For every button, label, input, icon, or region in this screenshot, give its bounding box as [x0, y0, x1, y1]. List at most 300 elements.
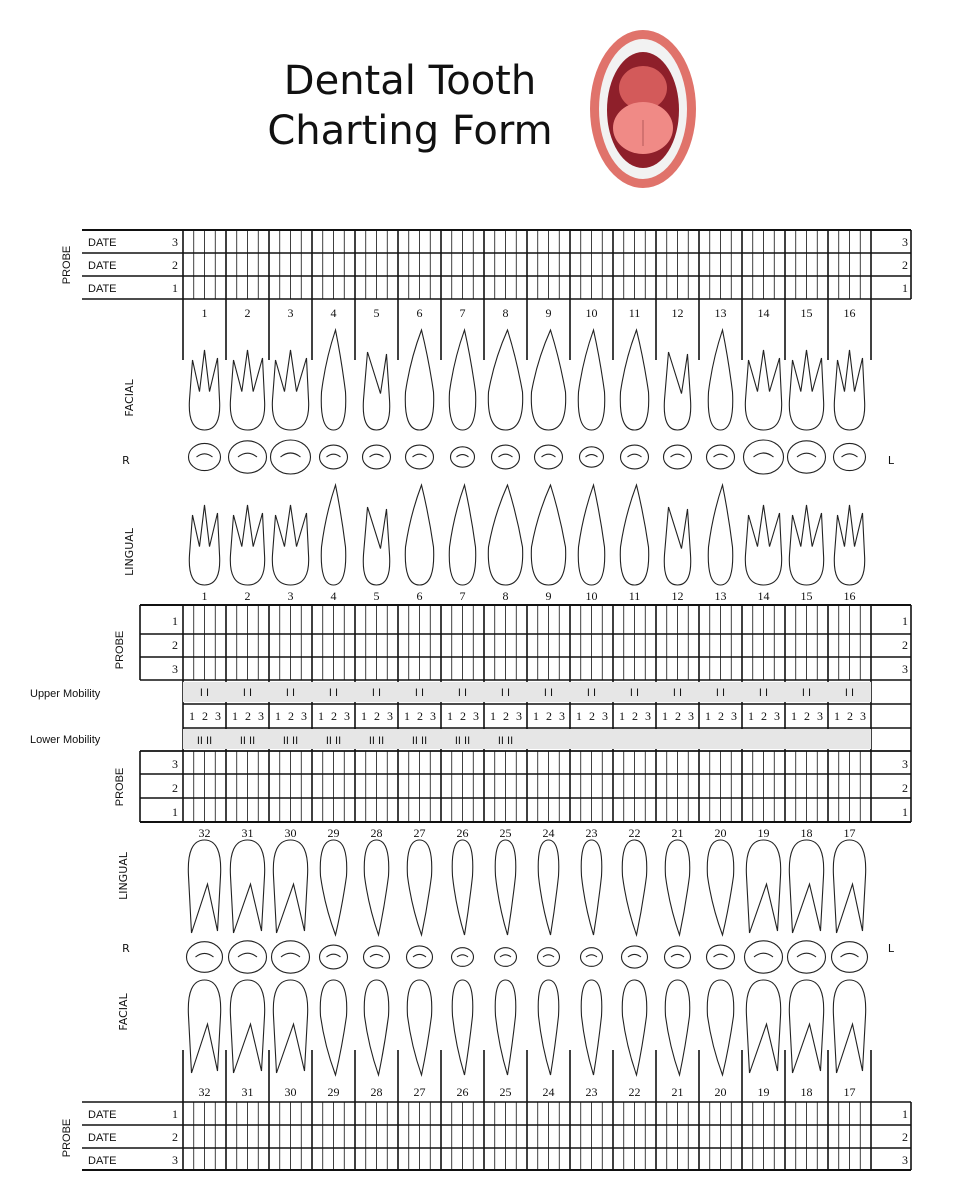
mobility-scale-number: 1 [619, 709, 625, 723]
tooth-occlusal-view [451, 447, 475, 467]
mobility-scale-number: 2 [804, 709, 810, 723]
lingual-label-lower: LINGUAL [117, 852, 130, 900]
lower-tooth-number: 27 [413, 826, 426, 840]
mobility-scale-number: 3 [559, 709, 565, 723]
tooth-occlusal-view [580, 447, 604, 467]
probe-row-number: 1 [172, 1107, 178, 1121]
tooth-occlusal-groove [500, 955, 511, 957]
date-label: DATE [88, 237, 117, 249]
tooth-occlusal-view [407, 946, 433, 968]
mobility-scale-number: 3 [645, 709, 651, 723]
tooth-outline [364, 840, 389, 935]
lower-tooth-number: 23 [585, 826, 598, 840]
probe-row-number: 2 [172, 781, 178, 795]
upper-tooth-number: 15 [800, 306, 813, 320]
tooth-outline [272, 350, 308, 430]
tooth-outline [407, 840, 432, 935]
lower-tooth-number-bottom: 17 [843, 1085, 856, 1099]
mobility-scale-number: 3 [688, 709, 694, 723]
tooth-occlusal-view [745, 941, 783, 973]
tooth-occlusal-view [495, 948, 517, 967]
tooth-occlusal-groove [797, 453, 816, 457]
tooth-occlusal-groove [281, 453, 301, 457]
upper-tooth-number: 7 [459, 306, 466, 320]
probe-label: PROBE [61, 1118, 73, 1158]
lower-mobility-mark: II II [239, 735, 256, 747]
tooth-occlusal-view [788, 941, 826, 973]
mobility-scale-number: 1 [232, 709, 238, 723]
lower-mobility-mark: II II [196, 735, 213, 747]
upper-tooth-number-lower-row: 10 [585, 589, 598, 603]
tooth-occlusal-view [788, 441, 826, 473]
tooth-outline [488, 485, 522, 585]
tooth-occlusal-groove [370, 454, 384, 457]
upper-mobility-mark: I I [371, 687, 382, 699]
upper-tooth-number: 10 [585, 306, 598, 320]
tooth-occlusal-groove [628, 954, 641, 957]
lower-tooth-number: 28 [370, 826, 383, 840]
tooth-occlusal-view [621, 445, 649, 469]
tooth-outline [321, 485, 346, 585]
upper-tooth-number-lower-row: 1 [201, 589, 208, 603]
left-side-label-upper: L [887, 454, 895, 467]
mobility-scale-number: 3 [602, 709, 608, 723]
probe-row-number: 2 [172, 638, 178, 652]
lower-tooth-number-bottom: 19 [757, 1085, 770, 1099]
mobility-scale-number: 2 [761, 709, 767, 723]
tooth-outline [538, 840, 559, 935]
tooth-outline [320, 980, 346, 1075]
upper-mobility-mark: I I [715, 687, 726, 699]
probe-row-number-right: 3 [902, 662, 908, 676]
upper-tooth-number: 3 [287, 306, 294, 320]
probe-row-number-right: 3 [902, 1153, 908, 1167]
tooth-occlusal-groove [457, 955, 468, 957]
left-side-label-lower: L [887, 942, 895, 955]
mobility-scale-number: 2 [374, 709, 380, 723]
mobility-scale-number: 2 [245, 709, 251, 723]
tooth-outline [405, 485, 433, 585]
upper-tooth-number-lower-row: 11 [628, 589, 641, 603]
mobility-scale-number: 3 [430, 709, 436, 723]
lower-tooth-number-bottom: 23 [585, 1085, 598, 1099]
mobility-scale-number: 3 [516, 709, 522, 723]
lower-tooth-number: 29 [327, 826, 340, 840]
upper-tooth-number: 1 [201, 306, 208, 320]
mobility-scale-number: 2 [503, 709, 509, 723]
tooth-outline [665, 840, 690, 935]
tooth-outline [321, 330, 346, 430]
tooth-outline [789, 350, 823, 430]
probe-row-number-right: 3 [902, 235, 908, 249]
tooth-outline [230, 505, 264, 585]
lower-tooth-number-bottom: 26 [456, 1085, 469, 1099]
tooth-outline [230, 350, 264, 430]
upper-mobility-mark: I I [500, 687, 511, 699]
mobility-scale-number: 1 [705, 709, 711, 723]
tooth-outline [531, 485, 565, 585]
mobility-scale-number: 1 [748, 709, 754, 723]
mobility-scale-number: 1 [275, 709, 281, 723]
tooth-occlusal-view [406, 445, 434, 469]
mobility-scale-number: 1 [533, 709, 539, 723]
upper-tooth-number-lower-row: 2 [244, 589, 251, 603]
tooth-outline [789, 840, 823, 933]
mobility-scale-number: 2 [847, 709, 853, 723]
mobility-scale-number: 1 [834, 709, 840, 723]
tooth-occlusal-view [744, 440, 784, 474]
probe-label: PROBE [114, 767, 126, 807]
probe-row-number-right: 2 [902, 638, 908, 652]
tooth-occlusal-groove [586, 455, 598, 457]
lower-tooth-number-bottom: 29 [327, 1085, 340, 1099]
tooth-occlusal-groove [628, 454, 642, 457]
tooth-outline [578, 330, 604, 430]
probe-row-number-right: 3 [902, 757, 908, 771]
mobility-scale-number: 3 [258, 709, 264, 723]
probe-label: PROBE [61, 245, 73, 285]
probe-row-number: 3 [172, 757, 178, 771]
lower-tooth-number-bottom: 24 [542, 1085, 555, 1099]
upper-mobility-mark: I I [199, 687, 210, 699]
date-label: DATE [88, 1109, 117, 1121]
mobility-scale-number: 2 [331, 709, 337, 723]
tooth-occlusal-view [707, 945, 735, 969]
upper-mobility-mark: I I [586, 687, 597, 699]
tooth-outline [664, 352, 690, 430]
tooth-occlusal-groove [281, 953, 300, 957]
lingual-label-upper: LINGUAL [123, 528, 136, 576]
upper-tooth-number-lower-row: 16 [843, 589, 856, 603]
mobility-scale-number: 3 [301, 709, 307, 723]
tooth-occlusal-groove [238, 453, 257, 457]
tooth-occlusal-groove [327, 454, 341, 457]
tooth-occlusal-view [320, 945, 348, 969]
tooth-outline [745, 350, 781, 430]
tooth-occlusal-groove [238, 953, 257, 957]
tooth-outline [531, 330, 565, 430]
upper-mobility-mark: I I [285, 687, 296, 699]
tooth-occlusal-view [229, 441, 267, 473]
tooth-occlusal-view [707, 445, 735, 469]
tooth-outline [495, 840, 516, 935]
facial-label-upper: FACIAL [123, 379, 136, 417]
tooth-occlusal-view [535, 445, 563, 469]
mobility-scale-number: 1 [576, 709, 582, 723]
lower-mobility-mark: II II [325, 735, 342, 747]
mobility-scale-number: 3 [860, 709, 866, 723]
lower-tooth-number-bottom: 32 [198, 1085, 211, 1099]
tooth-outline [364, 980, 389, 1075]
tooth-occlusal-groove [370, 954, 383, 957]
tooth-outline [188, 980, 220, 1073]
upper-tooth-number: 8 [502, 306, 509, 320]
upper-tooth-number: 2 [244, 306, 251, 320]
upper-tooth-number: 11 [628, 306, 641, 320]
lower-mobility-mark: II II [368, 735, 385, 747]
upper-mobility-mark: I I [672, 687, 683, 699]
upper-mobility-mark: I I [328, 687, 339, 699]
tooth-occlusal-view [272, 941, 310, 973]
tooth-occlusal-view [452, 948, 474, 967]
mobility-scale-number: 2 [460, 709, 466, 723]
lower-mobility-mark: II II [282, 735, 299, 747]
date-label: DATE [88, 260, 117, 272]
lower-tooth-number-bottom: 25 [499, 1085, 512, 1099]
upper-tooth-number-lower-row: 12 [671, 589, 684, 603]
tooth-outline [707, 980, 733, 1075]
mobility-scale-number: 3 [344, 709, 350, 723]
mobility-scale-number: 2 [546, 709, 552, 723]
tooth-occlusal-view [665, 946, 691, 968]
probe-row-number: 1 [172, 614, 178, 628]
probe-row-number: 2 [172, 258, 178, 272]
mobility-scale-number: 1 [791, 709, 797, 723]
tooth-outline [664, 507, 690, 585]
tooth-occlusal-groove [841, 953, 859, 957]
tooth-occlusal-groove [714, 454, 728, 457]
mobility-scale-number: 1 [318, 709, 324, 723]
lower-tooth-number: 18 [800, 826, 813, 840]
mobility-scale-number: 1 [447, 709, 453, 723]
tooth-outline [708, 485, 733, 585]
probe-label: PROBE [114, 630, 126, 670]
tooth-outline [538, 980, 559, 1075]
mobility-scale-number: 2 [417, 709, 423, 723]
lower-tooth-number-bottom: 31 [241, 1085, 254, 1099]
tooth-outline [622, 840, 647, 935]
lower-tooth-number: 19 [757, 826, 770, 840]
mobility-scale-number: 2 [718, 709, 724, 723]
mobility-scale-number: 2 [632, 709, 638, 723]
lower-tooth-number-bottom: 21 [671, 1085, 684, 1099]
tooth-occlusal-groove [413, 954, 426, 957]
probe-row-number: 1 [172, 281, 178, 295]
tooth-occlusal-groove [586, 955, 597, 957]
mobility-scale-number: 3 [215, 709, 221, 723]
lower-mobility-mark: II II [497, 735, 514, 747]
lower-mobility-mark: II II [454, 735, 471, 747]
upper-tooth-number-lower-row: 13 [714, 589, 727, 603]
tooth-occlusal-groove [754, 453, 774, 457]
upper-tooth-number: 6 [416, 306, 423, 320]
upper-mobility-mark: I I [629, 687, 640, 699]
tooth-outline [581, 840, 602, 935]
tooth-outline [188, 840, 220, 933]
tooth-occlusal-view [538, 948, 560, 967]
lower-tooth-number: 20 [714, 826, 727, 840]
lower-tooth-number-bottom: 28 [370, 1085, 383, 1099]
upper-tooth-number: 12 [671, 306, 684, 320]
probe-row-number: 2 [172, 1130, 178, 1144]
mobility-scale-number: 3 [731, 709, 737, 723]
upper-tooth-number-lower-row: 9 [545, 589, 552, 603]
upper-tooth-number-lower-row: 3 [287, 589, 294, 603]
facial-label-lower: FACIAL [117, 993, 130, 1031]
tooth-occlusal-groove [457, 455, 469, 457]
tooth-outline [622, 980, 647, 1075]
mobility-scale-number: 2 [589, 709, 595, 723]
lower-tooth-number: 21 [671, 826, 684, 840]
mobility-scale-number: 1 [361, 709, 367, 723]
lower-tooth-number-bottom: 27 [413, 1085, 426, 1099]
mobility-scale-number: 2 [202, 709, 208, 723]
mobility-scale-number: 1 [490, 709, 496, 723]
tooth-outline [363, 352, 389, 430]
lower-tooth-number-bottom: 30 [284, 1085, 297, 1099]
probe-row-number-right: 1 [902, 1107, 908, 1121]
tooth-occlusal-groove [671, 954, 684, 957]
tooth-occlusal-view [229, 941, 267, 973]
lower-tooth-number-bottom: 20 [714, 1085, 727, 1099]
tooth-occlusal-groove [542, 454, 556, 457]
tooth-occlusal-view [364, 946, 390, 968]
mobility-scale-number: 3 [774, 709, 780, 723]
upper-tooth-number: 9 [545, 306, 552, 320]
lower-tooth-number: 24 [542, 826, 555, 840]
probe-row-number: 3 [172, 662, 178, 676]
lower-tooth-number: 25 [499, 826, 512, 840]
tooth-outline [452, 980, 473, 1075]
tooth-outline [833, 980, 865, 1073]
upper-mobility-mark: I I [543, 687, 554, 699]
upper-mobility-mark: I I [457, 687, 468, 699]
lower-mobility-label: Lower Mobility [30, 734, 101, 746]
tooth-outline [363, 507, 389, 585]
upper-mobility-mark: I I [844, 687, 855, 699]
tooth-occlusal-groove [797, 953, 816, 957]
tooth-outline [449, 485, 475, 585]
date-label: DATE [88, 1155, 117, 1167]
upper-tooth-number-lower-row: 8 [502, 589, 509, 603]
tooth-occlusal-groove [499, 454, 513, 457]
tooth-outline [578, 485, 604, 585]
mobility-scale-number: 3 [473, 709, 479, 723]
tooth-occlusal-view [271, 440, 311, 474]
tooth-outline [495, 980, 516, 1075]
probe-row-number: 3 [172, 235, 178, 249]
lower-tooth-number: 32 [198, 826, 211, 840]
mobility-scale-number: 1 [404, 709, 410, 723]
tooth-outline [620, 485, 648, 585]
tooth-outline [230, 980, 264, 1073]
tooth-occlusal-groove [413, 454, 427, 457]
upper-tooth-number: 5 [373, 306, 380, 320]
tooth-occlusal-groove [543, 955, 554, 957]
mobility-scale-number: 2 [675, 709, 681, 723]
probe-row-number: 3 [172, 1153, 178, 1167]
tooth-occlusal-view [320, 445, 348, 469]
upper-tooth-number: 13 [714, 306, 727, 320]
tooth-occlusal-groove [196, 953, 214, 957]
lower-tooth-number: 17 [843, 826, 856, 840]
probe-row-number-right: 1 [902, 281, 908, 295]
mobility-scale-number: 3 [387, 709, 393, 723]
tooth-outline [449, 330, 475, 430]
right-side-label-upper: R [122, 454, 130, 467]
tooth-outline [834, 505, 864, 585]
tooth-outline [620, 330, 648, 430]
tooth-occlusal-view [834, 443, 866, 470]
tooth-outline [745, 505, 781, 585]
tooth-outline [273, 980, 307, 1073]
lower-tooth-number: 22 [628, 826, 641, 840]
tooth-outline [789, 980, 823, 1073]
upper-tooth-number-lower-row: 7 [459, 589, 466, 603]
tooth-occlusal-view [622, 946, 648, 968]
tooth-occlusal-groove [671, 454, 685, 457]
lower-tooth-number: 30 [284, 826, 297, 840]
tooth-outline [746, 980, 780, 1073]
tooth-outline [834, 350, 864, 430]
probe-row-number-right: 1 [902, 805, 908, 819]
tooth-outline [407, 980, 432, 1075]
date-label: DATE [88, 1132, 117, 1144]
mobility-scale-number: 1 [189, 709, 195, 723]
mobility-scale-number: 3 [817, 709, 823, 723]
tooth-outline [789, 505, 823, 585]
probe-row-number-right: 1 [902, 614, 908, 628]
tooth-outline [189, 505, 219, 585]
upper-tooth-number: 4 [330, 306, 337, 320]
upper-mobility-mark: I I [801, 687, 812, 699]
tooth-occlusal-groove [754, 953, 773, 957]
tooth-occlusal-view [832, 942, 868, 973]
probe-row-number-right: 2 [902, 258, 908, 272]
tooth-outline [708, 330, 733, 430]
mobility-scale-number: 2 [288, 709, 294, 723]
tooth-outline [320, 840, 346, 935]
page-title: Dental Tooth Charting Form [267, 58, 553, 154]
mobility-scale-number: 1 [662, 709, 668, 723]
tooth-occlusal-groove [197, 454, 213, 457]
tooth-occlusal-view [492, 445, 520, 469]
upper-tooth-number: 16 [843, 306, 856, 320]
upper-mobility-mark: I I [242, 687, 253, 699]
tooth-occlusal-view [581, 948, 603, 967]
tooth-occlusal-groove [327, 954, 341, 957]
lower-tooth-number: 26 [456, 826, 469, 840]
right-side-label-lower: R [122, 942, 130, 955]
upper-tooth-number: 14 [757, 306, 770, 320]
tooth-outline [405, 330, 433, 430]
tooth-occlusal-view [363, 445, 391, 469]
tooth-outline [581, 980, 602, 1075]
tooth-outline [833, 840, 865, 933]
tooth-outline [488, 330, 522, 430]
lower-tooth-number: 31 [241, 826, 254, 840]
tooth-outline [230, 840, 264, 933]
upper-tooth-number-lower-row: 14 [757, 589, 770, 603]
tooth-outline [746, 840, 780, 933]
upper-mobility-mark: I I [758, 687, 769, 699]
tooth-occlusal-view [189, 443, 221, 470]
upper-tooth-number-lower-row: 15 [800, 589, 813, 603]
probe-row-number-right: 2 [902, 781, 908, 795]
tooth-occlusal-groove [714, 954, 728, 957]
upper-tooth-number-lower-row: 5 [373, 589, 380, 603]
probe-row-number-right: 2 [902, 1130, 908, 1144]
tooth-occlusal-view [187, 942, 223, 973]
tooth-outline [665, 980, 690, 1075]
probe-row-number: 1 [172, 805, 178, 819]
lower-tooth-number-bottom: 22 [628, 1085, 641, 1099]
upper-tooth-number-lower-row: 4 [330, 589, 337, 603]
upper-mobility-mark: I I [414, 687, 425, 699]
tooth-outline [452, 840, 473, 935]
date-label: DATE [88, 283, 117, 295]
lower-tooth-number-bottom: 18 [800, 1085, 813, 1099]
